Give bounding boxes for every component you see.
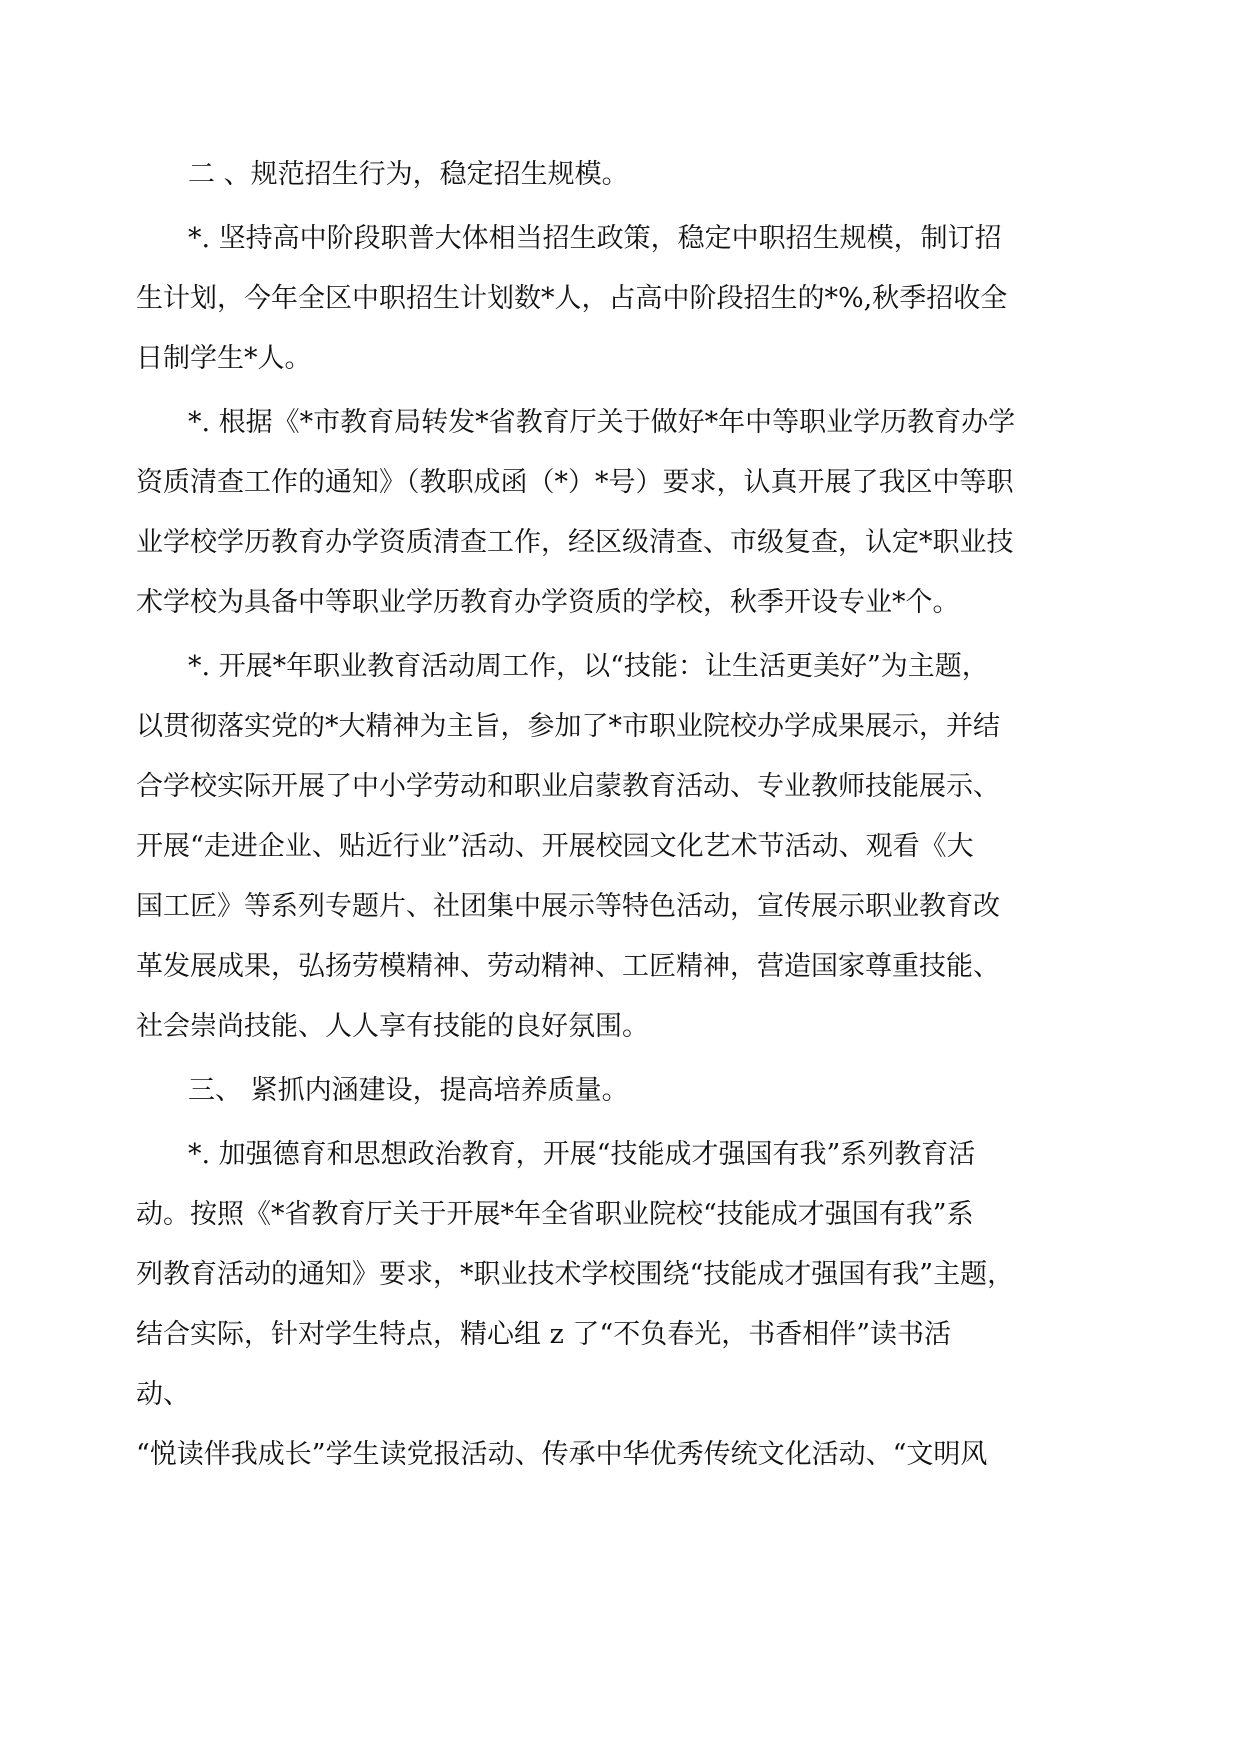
paragraph-line: *. 加强德育和思想政治教育，开展“技能成才强国有我”系列教育活 xyxy=(188,1139,976,1170)
paragraph-line: 资质清查工作的通知》（教职成函（*）*号）要求，认真开展了我区中等职 xyxy=(136,467,1014,498)
paragraph-line: 生计划，今年全区中职招生计划数*人，占高中阶段招生的*%,秋季招收全 xyxy=(136,283,1008,314)
paragraph-line: 合学校实际开展了中小学劳动和职业启蒙教育活动、专业教师技能展示、 xyxy=(136,771,1000,802)
paragraph-line: 开展“走进企业、贴近行业”活动、开展校园文化艺术节活动、观看《大 xyxy=(136,831,974,862)
paragraph-line: 社会崇尚技能、人人享有技能的良好氛围。 xyxy=(136,1011,649,1042)
paragraph-line: *. 坚持高中阶段职普大体相当招生政策，稳定中职招生规模，制订招 xyxy=(188,223,1002,254)
paragraph-line: 业学校学历教育办学资质清查工作，经区级清查、市级复查，认定*职业技 xyxy=(136,527,1014,558)
paragraph-line: 术学校为具备中等职业学历教育办学资质的学校，秋季开设专业*个。 xyxy=(136,587,960,618)
paragraph-line: *. 根据《*市教育局转发*省教育厅关于做好*年中等职业学历教育办学 xyxy=(188,407,1016,438)
paragraph-line: 动、 xyxy=(136,1379,190,1410)
paragraph-line: 日制学生*人。 xyxy=(136,343,312,374)
paragraph-line: 国工匠》等系列专题片、社团集中展示等特色活动，宣传展示职业教育改 xyxy=(136,891,1000,922)
paragraph-line: “悦读伴我成长”学生读党报活动、传承中华优秀传统文化活动、“文明风 xyxy=(136,1439,988,1470)
paragraph-line: 以贯彻落实党的*大精神为主旨，参加了*市职业院校办学成果展示，并结 xyxy=(136,711,1000,742)
section-heading-2: 二 、规范招生行为，稳定招生规模。 xyxy=(188,159,629,190)
paragraph-line: 动。按照《*省教育厅关于开展*年全省职业院校“技能成才强国有我”系 xyxy=(136,1199,974,1230)
paragraph-line: 列教育活动的通知》要求，*职业技术学校围绕“技能成才强国有我”主题， xyxy=(136,1259,1015,1290)
section-heading-3: 三、 紧抓内涵建设，提高培养质量。 xyxy=(188,1075,629,1106)
paragraph-line: 革发展成果，弘扬劳模精神、劳动精神、工匠精神，营造国家尊重技能、 xyxy=(136,951,1000,982)
paragraph-line: *. 开展*年职业教育活动周工作，以“技能：让生活更美好”为主题， xyxy=(188,651,989,682)
paragraph-line: 结合实际，针对学生特点，精心组 z 了“不负春光，书香相伴”读书活 xyxy=(136,1319,951,1350)
